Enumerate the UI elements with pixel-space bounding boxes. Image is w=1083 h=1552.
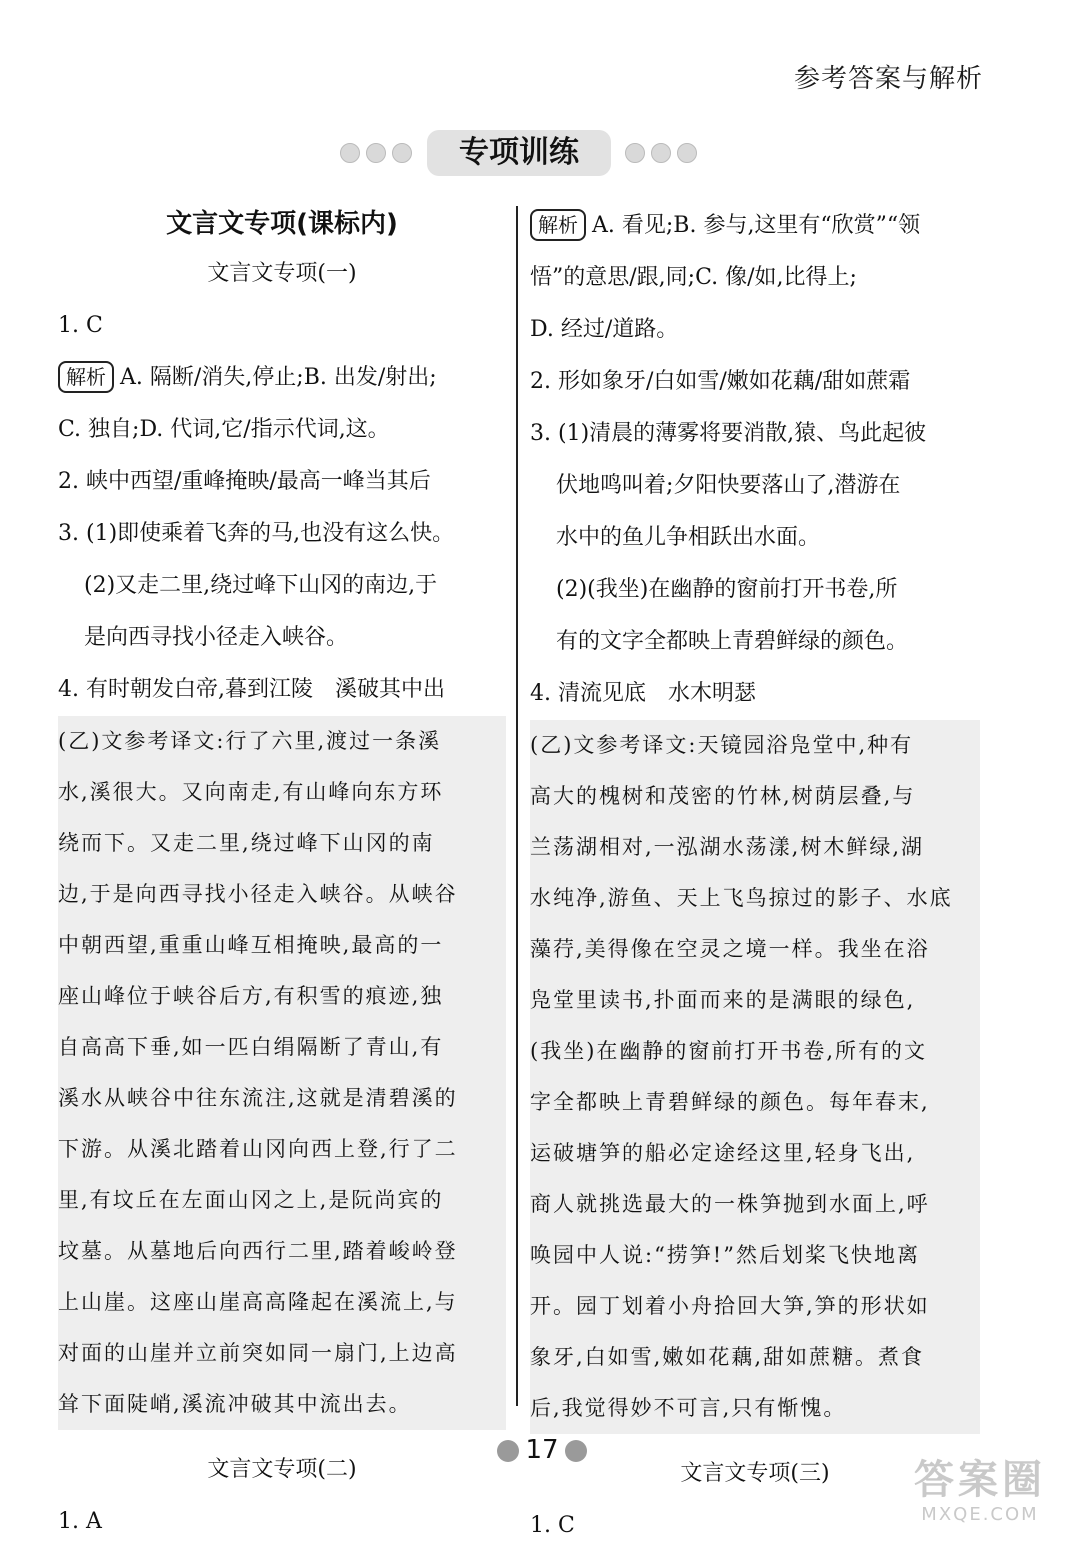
translation-line: 后,我觉得妙不可言,只有惭愧。 [530, 1396, 847, 1420]
watermark-logo-text: 答案圈 [914, 1457, 1046, 1503]
section-title: 文言文专项(课标内) [166, 209, 398, 239]
analysis-text: A. 隔断/消失,停止;B. 出发/射出; [120, 365, 437, 390]
translation-line: 象牙,白如雪,嫩如花藕,甜如蔗糖。煮食 [530, 1345, 925, 1369]
answer-line: 3. (1)即使乘着飞奔的马,也没有这么快。 [58, 521, 455, 546]
translation-block [58, 716, 506, 1430]
translation-line: 坟墓。从墓地后向西行二里,踏着峻岭登 [58, 1239, 458, 1263]
answer-line: 水中的鱼儿争相跃出水面。 [556, 525, 821, 550]
subsection-title-1: 文言文专项(一) [207, 261, 357, 286]
analysis-tag: 解析 [58, 361, 114, 393]
analysis-tag: 解析 [530, 209, 586, 241]
translation-line: 水,溪很大。又向南走,有山峰向东方环 [58, 780, 444, 804]
watermark [885, 1456, 1075, 1532]
translation-line: 座山峰位于峡谷后方,有积雪的痕迹,独 [58, 984, 444, 1008]
page-number-text: 17 [525, 1435, 559, 1465]
answer-line: 4. 有时朝发白帝,暮到江陵 溪破其中出 [58, 677, 445, 702]
column-divider [516, 206, 518, 1406]
answer-line: 有的文字全都映上青碧鲜绿的颜色。 [556, 629, 909, 654]
subsection-title-3: 文言文专项(三) [680, 1461, 830, 1486]
answer-line: D. 经过/道路。 [530, 317, 679, 342]
section-banner [0, 128, 1083, 180]
answer-line: C. 独自;D. 代词,它/指示代词,这。 [58, 417, 390, 442]
answer-line: (2)又走二里,绕过峰下山冈的南边,于 [84, 573, 438, 598]
banner-right-dots-icon [625, 142, 703, 162]
answer-line: 伏地鸣叫着;夕阳快要落山了,潜游在 [556, 473, 901, 498]
translation-block [530, 720, 980, 1434]
translation-line: 耸下面陡峭,溪流冲破其中流出去。 [58, 1392, 412, 1416]
translation-line: 上山崖。这座山崖高高隆起在溪流上,与 [58, 1290, 458, 1314]
translation-line: (乙)文参考译文:行了六里,渡过一条溪 [58, 729, 442, 753]
translation-line: 兰荡湖相对,一泓湖水荡漾,树木鲜绿,湖 [530, 835, 925, 859]
translation-line: 自高高下垂,如一匹白绢隔断了青山,有 [58, 1035, 444, 1059]
banner-title: 专项训练 [427, 130, 611, 176]
answer-line: 悟”的意思/跟,同;C. 像/如,比得上; [530, 265, 857, 290]
right-column [530, 200, 980, 1552]
translation-line: 唤园中人说:“捞笋!”然后划桨飞快地离 [530, 1243, 920, 1267]
analysis-line [58, 352, 506, 404]
translation-line: (乙)文参考译文:天镜园浴凫堂中,种有 [530, 733, 914, 757]
answer-line: 2. 峡中西望/重峰掩映/最高一峰当其后 [58, 469, 431, 494]
answer-line: 4. 清流见底 水木明瑟 [530, 681, 756, 706]
translation-line: 水纯净,游鱼、天上飞鸟掠过的影子、水底 [530, 886, 953, 910]
page-number [482, 1430, 602, 1470]
translation-line: 对面的山崖并立前突如同一扇门,上边高 [58, 1341, 458, 1365]
translation-line: 高大的槐树和茂密的竹林,树荫层叠,与 [530, 784, 916, 808]
answer-line: 2. 形如象牙/白如雪/嫩如花藕/甜如蔗霜 [530, 369, 911, 394]
answer-line: 3. (1)清晨的薄雾将要消散,猿、鸟此起彼 [530, 421, 927, 446]
answer-line: (2)(我坐)在幽静的窗前打开书卷,所 [556, 577, 898, 602]
translation-line: 溪水从峡谷中往东流注,这就是清碧溪的 [58, 1086, 458, 1110]
page-header-title: 参考答案与解析 [793, 64, 983, 94]
translation-line: (我坐)在幽静的窗前打开书卷,所有的文 [530, 1039, 928, 1063]
translation-line: 开。园丁划着小舟拾回大笋,笋的形状如 [530, 1294, 930, 1318]
subsection-title-2: 文言文专项(二) [207, 1457, 357, 1482]
translation-line: 下游。从溪北踏着山冈向西上登,行了二 [58, 1137, 458, 1161]
analysis-text: A. 看见;B. 参与,这里有“欣赏”“领 [592, 213, 921, 238]
banner-left-dots-icon [340, 142, 418, 162]
translation-line: 凫堂里读书,扑面而来的是满眼的绿色, [530, 988, 916, 1012]
answer-line: 1. C [530, 1513, 575, 1538]
translation-line: 运破塘笋的船必定途经这里,轻身飞出, [530, 1141, 916, 1165]
translation-line: 里,有坟丘在左面山冈之上,是阮尚宾的 [58, 1188, 444, 1212]
leaf-icon [497, 1440, 519, 1462]
translation-line: 中朝西望,重重山峰互相掩映,最高的一 [58, 933, 444, 957]
translation-line: 字全都映上青碧鲜绿的颜色。每年春末, [530, 1090, 930, 1114]
translation-line: 藻荇,美得像在空灵之境一样。我坐在浴 [530, 937, 930, 961]
translation-line: 绕而下。又走二里,绕过峰下山冈的南 [58, 831, 435, 855]
answer-line: 1. A [58, 1509, 102, 1534]
answer-line: 1. C [58, 313, 103, 338]
left-column [58, 200, 506, 1548]
translation-line: 商人就挑选最大的一株笋抛到水面上,呼 [530, 1192, 930, 1216]
translation-line: 边,于是向西寻找小径走入峡谷。从峡谷 [58, 882, 458, 906]
leaf-icon [565, 1440, 587, 1462]
analysis-line [530, 200, 980, 252]
answer-line: 是向西寻找小径走入峡谷。 [84, 625, 349, 650]
watermark-url: MXQE.COM [921, 1504, 1039, 1525]
